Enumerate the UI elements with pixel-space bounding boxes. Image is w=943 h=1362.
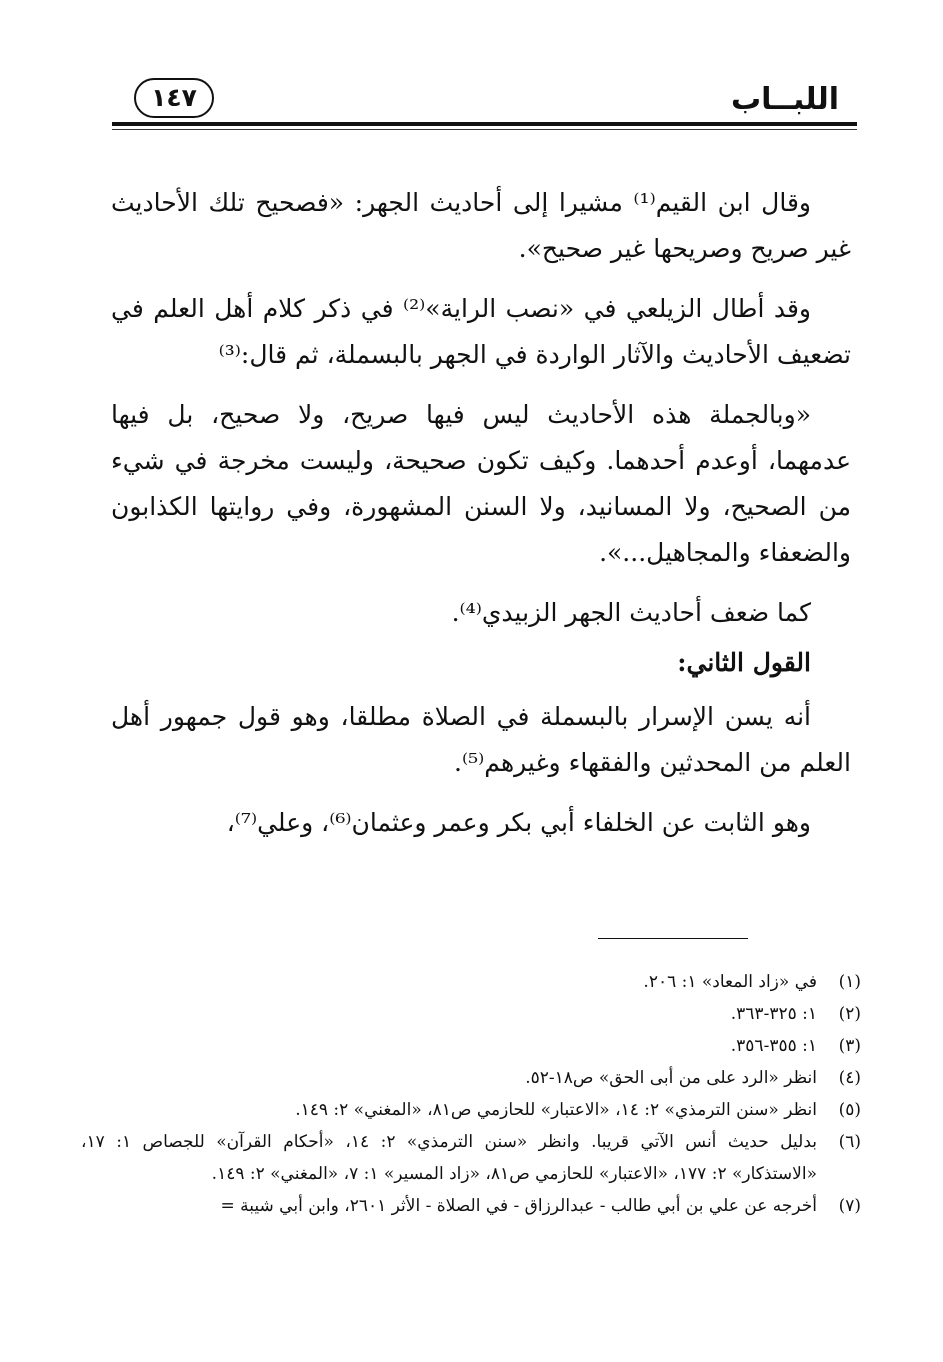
footnote-number: (٦) (838, 1132, 861, 1152)
paragraph: أنه يسن الإسرار بالبسملة في الصلاة مطلقا، وهو قول جمهور أهل العلم من المحدثين والفقهاء وغيرهم⁽⁵⁾. (111, 702, 851, 777)
footnote (81, 1094, 861, 1126)
page-header (112, 76, 857, 128)
footnote-number: (١) (838, 972, 861, 992)
footnote (81, 1190, 861, 1222)
paragraph: «وبالجملة هذه الأحاديث ليس فيها صريح، ولا صحيح، بل فيها عدمهما، أوعدم أحدهما. وكيف تكون صحيحة، وليست مخرجة في شيء من الصحيح، ولا المسانيد، ولا السنن المشهورة، وفي روايتها الكذابون والضعفاء والمجاهيل...». (111, 400, 851, 567)
header-rule (112, 122, 857, 126)
footnote-text: أخرجه عن علي بن أبي طالب - عبدالرزاق - في الصلاة - الأثر ٢٦٠١، وابن أبي شيبة = (220, 1196, 817, 1216)
footnote-number: (٢) (838, 1004, 861, 1024)
footnote (81, 1062, 861, 1094)
paragraph: وهو الثابت عن الخلفاء أبي بكر وعمر وعثمان⁽⁶⁾، وعلي⁽⁷⁾، (226, 808, 811, 837)
footnote-text: انظر «سنن الترمذي» ٢: ١٤، «الاعتبار» للحازمي ص٨١، «المغني» ٢: ١٤٩. (295, 1100, 817, 1120)
header-rule-thin (112, 129, 857, 130)
footnote (81, 998, 861, 1030)
footnote-text: ١: ٣٥٥-٣٥٦. (730, 1036, 817, 1056)
footnote (81, 1030, 861, 1062)
main-text (111, 180, 851, 860)
book-title: اللبــاب (731, 82, 839, 117)
footnote-text: انظر «الرد على من أبى الحق» ص١٨-٥٢. (525, 1068, 817, 1088)
footnote-number: (٥) (838, 1100, 861, 1120)
footnote-number: (٤) (838, 1068, 861, 1088)
paragraph: كما ضعف أحاديث الجهر الزبيدي⁽⁴⁾. (451, 598, 811, 627)
footnote-separator (598, 938, 748, 939)
footnote (81, 966, 861, 998)
footnotes (81, 966, 861, 1222)
paragraph: وقال ابن القيم⁽¹⁾ مشيرا إلى أحاديث الجهر: «فصحيح تلك الأحاديث غير صريح وصريحها غير صحيح». (111, 188, 851, 263)
paragraph: وقد أطال الزيلعي في «نصب الراية»⁽²⁾ في ذكر كلام أهل العلم في تضعيف الأحاديث والآثار الواردة في الجهر بالبسملة، ثم قال:⁽³⁾ (111, 294, 851, 369)
footnote-text: ١: ٣٢٥-٣٦٣. (730, 1004, 817, 1024)
footnote-number: (٣) (838, 1036, 861, 1056)
footnote (81, 1126, 861, 1190)
footnote-text: في «زاد المعاد» ١: ٢٠٦. (643, 972, 817, 992)
footnote-text: بدليل حديث أنس الآتي قريبا. وانظر «سنن الترمذي» ٢: ١٤، «أحكام القرآن» للجصاص ١: ١٧، «الاستذكار» ٢: ١٧٧، «الاعتبار» للحازمي ص٨١، «زاد المسير» ١: ٧، «المغني» ٢: ١٤٩. (81, 1132, 817, 1184)
page-number: ١٤٧ (134, 78, 214, 118)
section-heading: القول الثاني: (677, 648, 811, 677)
footnote-number: (٧) (838, 1196, 861, 1216)
